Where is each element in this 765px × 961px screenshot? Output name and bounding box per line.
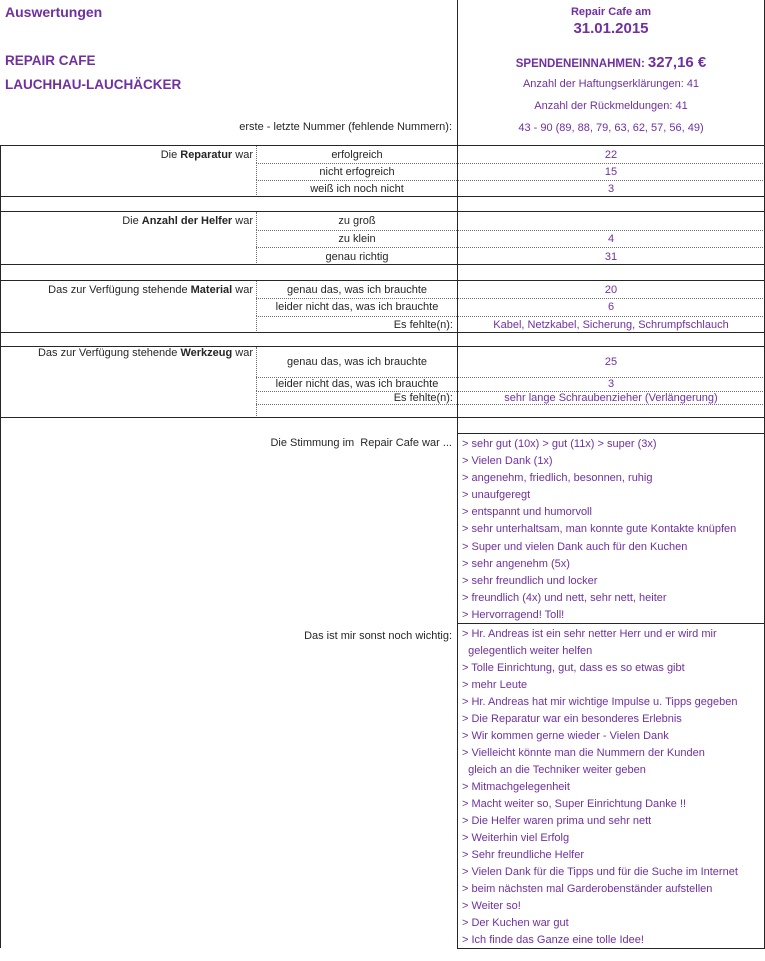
note-item: > Sehr freundliche Helfer xyxy=(462,849,584,861)
option-cell: leider nicht das, was ich brauchte xyxy=(256,298,457,315)
label-suffix: war xyxy=(232,214,253,227)
number-range-label: erste - letzte Nummer (fehlende Nummern): xyxy=(239,121,452,133)
label-suffix: war xyxy=(232,283,253,296)
option-cell: erfolgreich xyxy=(256,146,457,163)
mood-item: > sehr unterhaltsam, man konnte gute Kontakte knüpfen xyxy=(462,523,737,536)
org-name-line2: LAUCHHAU-LAUCHÄCKER xyxy=(5,77,182,92)
value-cell: 6 xyxy=(457,298,765,315)
option-cell: genau richtig xyxy=(256,247,457,265)
mood-item: > unaufgeregt xyxy=(462,489,531,502)
section-helfer xyxy=(0,211,765,265)
value-cell xyxy=(457,404,765,418)
donations-line xyxy=(458,54,764,71)
note-item: > Macht weiter so, Super Einrichtung Danke !! xyxy=(462,798,687,810)
mood-item: > Super und vielen Dank auch für den Kuchen xyxy=(462,540,688,553)
value-cell: 25 xyxy=(604,356,618,368)
note-item: > Hr. Andreas ist ein sehr netter Herr und er wird mir xyxy=(462,628,717,640)
note-item: > Vielleicht könnte man die Nummern der Kunden xyxy=(462,747,705,759)
value-cell: 20 xyxy=(604,283,618,296)
mood-item: > entspannt und humorvoll xyxy=(462,506,592,519)
value-cell: sehr lange Schraubenzieher (Verlängerung) xyxy=(457,391,765,405)
value-cell: 4 xyxy=(457,230,765,248)
note-item: > Die Helfer waren prima und sehr nett xyxy=(462,815,652,827)
donations-value: 327,16 € xyxy=(647,54,707,71)
feedback-box-spacer xyxy=(457,418,765,434)
note-item: > Weiter so! xyxy=(462,900,521,912)
row-spacer xyxy=(0,332,765,347)
label-bold: Reparatur xyxy=(180,148,233,161)
note-item: > Ich finde das Ganze eine tolle Idee! xyxy=(462,934,644,946)
mood-item: > sehr gut (10x) > gut (11x) > super (3x) xyxy=(462,438,657,450)
mood-item: > angenehm, friedlich, besonnen, ruhig xyxy=(462,472,653,485)
note-item: > Hr. Andreas hat mir wichtige Impulse u. Tipps gegeben xyxy=(462,696,738,708)
option-cell: Es fehlte(n): xyxy=(256,316,457,333)
donations-label: SPENDENEINNAHMEN: xyxy=(515,58,645,70)
option-cell: genau das, was ich brauchte xyxy=(256,281,457,298)
notes-label: Das ist mir sonst noch wichtig: xyxy=(304,630,452,642)
value-cell: 15 xyxy=(457,163,765,180)
page-title: Auswertungen xyxy=(5,4,103,20)
section-reparatur xyxy=(0,145,765,197)
label-prefix: Die xyxy=(160,148,181,161)
feedback-box xyxy=(457,418,765,949)
value-cell: Kabel, Netzkabel, Sicherung, Schrumpfschlauch xyxy=(457,316,765,333)
mood-item: > sehr angenehm (5x) xyxy=(462,557,570,570)
section-material xyxy=(0,280,765,333)
row-spacer xyxy=(0,196,765,212)
option-cell: Es fehlte(n): xyxy=(256,391,457,405)
value-cell: 3 xyxy=(457,180,765,197)
value-cell: 3 xyxy=(457,377,765,391)
mood-item: > sehr freundlich und locker xyxy=(462,574,598,587)
option-cell: genau das, was ich brauchte xyxy=(256,347,457,377)
note-item: > beim nächsten mal Garderobenständer aufstellen xyxy=(462,883,713,895)
label-bold: Werkzeug xyxy=(180,347,233,359)
value-cell: 31 xyxy=(457,247,765,265)
note-item: gleich an die Techniker weiter geben xyxy=(462,764,646,776)
option-cell: zu groß xyxy=(256,212,457,230)
label-bold: Material xyxy=(190,283,233,296)
value-cell xyxy=(457,212,765,230)
number-range-value: 43 - 90 (89, 88, 79, 63, 62, 57, 56, 49) xyxy=(518,122,704,134)
event-label: Repair Cafe am xyxy=(570,6,652,18)
mood-item: > freundlich (4x) und nett, sehr nett, heiter xyxy=(462,591,667,604)
label-suffix: war xyxy=(232,148,253,161)
note-item: > Tolle Einrichtung, gut, dass es so etwas gibt xyxy=(462,662,685,674)
mood-list xyxy=(457,434,765,624)
note-item: > Weiterhin viel Erfolg xyxy=(462,832,570,844)
mood-item: > Hervorragend! Toll! xyxy=(462,608,565,621)
event-date: 31.01.2015 xyxy=(573,20,649,37)
section-helfer-label xyxy=(0,212,256,230)
label-prefix: Das zur Verfügung stehende xyxy=(48,283,191,296)
option-cell: leider nicht das, was ich brauchte xyxy=(256,377,457,391)
note-item: > Der Kuchen war gut xyxy=(462,917,569,929)
section-material-label xyxy=(0,281,256,298)
feedback-count-line: Anzahl der Rückmeldungen: 41 xyxy=(534,100,688,112)
feedback-region xyxy=(0,417,765,949)
option-cell: nicht erfogreich xyxy=(256,163,457,180)
note-item: > Wir kommen gerne wieder - Vielen Dank xyxy=(462,730,669,742)
note-item: > Die Reparatur war ein besonderes Erlebnis xyxy=(462,713,682,725)
row-spacer xyxy=(0,264,765,281)
label-bold: Anzahl der Helfer xyxy=(141,214,233,227)
label-prefix: Die xyxy=(122,214,142,227)
label-suffix: war xyxy=(232,347,253,359)
mood-item: > Vielen Dank (1x) xyxy=(462,455,553,468)
option-cell xyxy=(256,404,457,418)
section-werkzeug-label xyxy=(0,347,256,377)
liability-count-line: Anzahl der Haftungserklärungen: 41 xyxy=(522,78,700,90)
section-werkzeug xyxy=(0,346,765,418)
note-item: > mehr Leute xyxy=(462,679,528,691)
section-reparatur-label xyxy=(0,146,256,163)
option-cell: zu klein xyxy=(256,230,457,248)
option-cell: weiß ich noch nicht xyxy=(256,180,457,197)
mood-label: Die Stimmung im Repair Cafe war ... xyxy=(270,437,452,449)
note-item: > Mitmachgelegenheit xyxy=(462,781,570,793)
note-item: gelegentlich weiter helfen xyxy=(462,645,593,657)
value-cell: 22 xyxy=(604,148,618,161)
label-prefix: Das zur Verfügung stehende xyxy=(37,347,181,359)
note-item: > Vielen Dank für die Tipps und für die Suche im Internet xyxy=(462,866,738,878)
org-name-line1: REPAIR CAFE xyxy=(5,53,96,68)
notes-list xyxy=(457,624,765,948)
